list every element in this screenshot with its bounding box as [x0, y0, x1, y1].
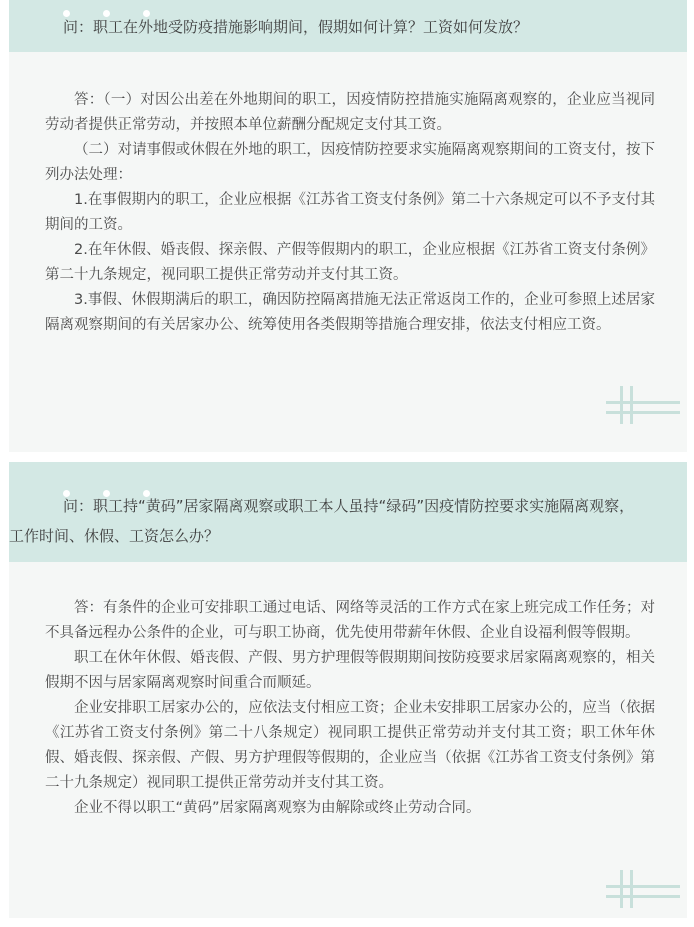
question-text: 问：职工持“黄码”居家隔离观察或职工本人虽持“绿码”因疫情防控要求实施隔离观察，工作时间、休假、工资怎么办？ [9, 497, 635, 545]
question-header [9, 462, 687, 562]
answer-paragraph: 2.在年休假、婚丧假、探亲假、产假等假期内的职工，企业应根据《江苏省工资支付条例》第二十九条规定，视同职工提供正常劳动并支付其工资。 [45, 242, 655, 283]
decorative-dots [63, 0, 183, 27]
answer-paragraph: 答：（一）对因公出差在外地期间的职工，因疫情防控措施实施隔离观察的，企业应当视同劳动者提供正常劳动，并按照本单位薪酬分配规定支付其工资。 [45, 92, 655, 133]
dot-icon [143, 490, 150, 497]
question-header [9, 0, 687, 52]
dot-icon [63, 490, 70, 497]
decorative-dots [63, 477, 183, 507]
dot-icon [143, 10, 150, 17]
answer-body [45, 596, 655, 821]
answer-paragraph: （二）对请事假或休假在外地的职工，因疫情防控要求实施隔离观察期间的工资支付，按下列办法处理： [45, 142, 655, 183]
answer-paragraph: 1.在事假期内的职工，企业应根据《江苏省工资支付条例》第二十六条规定可以不予支付其期间的工资。 [45, 192, 655, 233]
answer-paragraph: 职工在休年休假、婚丧假、产假、男方护理假等假期期间按防疫要求居家隔离观察的，相关假期不因与居家隔离观察时间重合而顺延。 [45, 650, 655, 691]
qa-card-1 [9, 0, 687, 452]
answer-paragraph: 企业不得以职工“黄码”居家隔离观察为由解除或终止劳动合同。 [74, 800, 481, 816]
dot-icon [103, 490, 110, 497]
hash-decoration-icon [606, 386, 680, 424]
answer-paragraph: 3.事假、休假期满后的职工，确因防控隔离措施无法正常返岗工作的，企业可参照上述居家隔离观察期间的有关居家办公、统筹使用各类假期等措施合理安排，依法支付相应工资。 [45, 292, 655, 333]
qa-card-2 [9, 462, 687, 918]
question-text: 问：职工在外地受防疫措施影响期间，假期如何计算？工资如何发放？ [63, 18, 529, 36]
hash-decoration-icon [606, 870, 680, 908]
dot-icon [103, 10, 110, 17]
answer-body [45, 88, 655, 338]
answer-paragraph: 企业安排职工居家办公的，应依法支付相应工资；企业未安排职工居家办公的，应当（依据《江苏省工资支付条例》第二十八条规定）视同职工提供正常劳动并支付其工资；职工休年休假、婚丧假、探亲假、产假、男方护理假等假期的，企业应当（依据《江苏省工资支付条例》第二十九条规定）视同职工提供正常劳动并支付其工资。 [45, 700, 655, 791]
answer-paragraph: 答：有条件的企业可安排职工通过电话、网络等灵活的工作方式在家上班完成工作任务；对不具备远程办公条件的企业，可与职工协商，优先使用带薪年休假、企业自设福利假等假期。 [45, 600, 655, 641]
dot-icon [63, 10, 70, 17]
